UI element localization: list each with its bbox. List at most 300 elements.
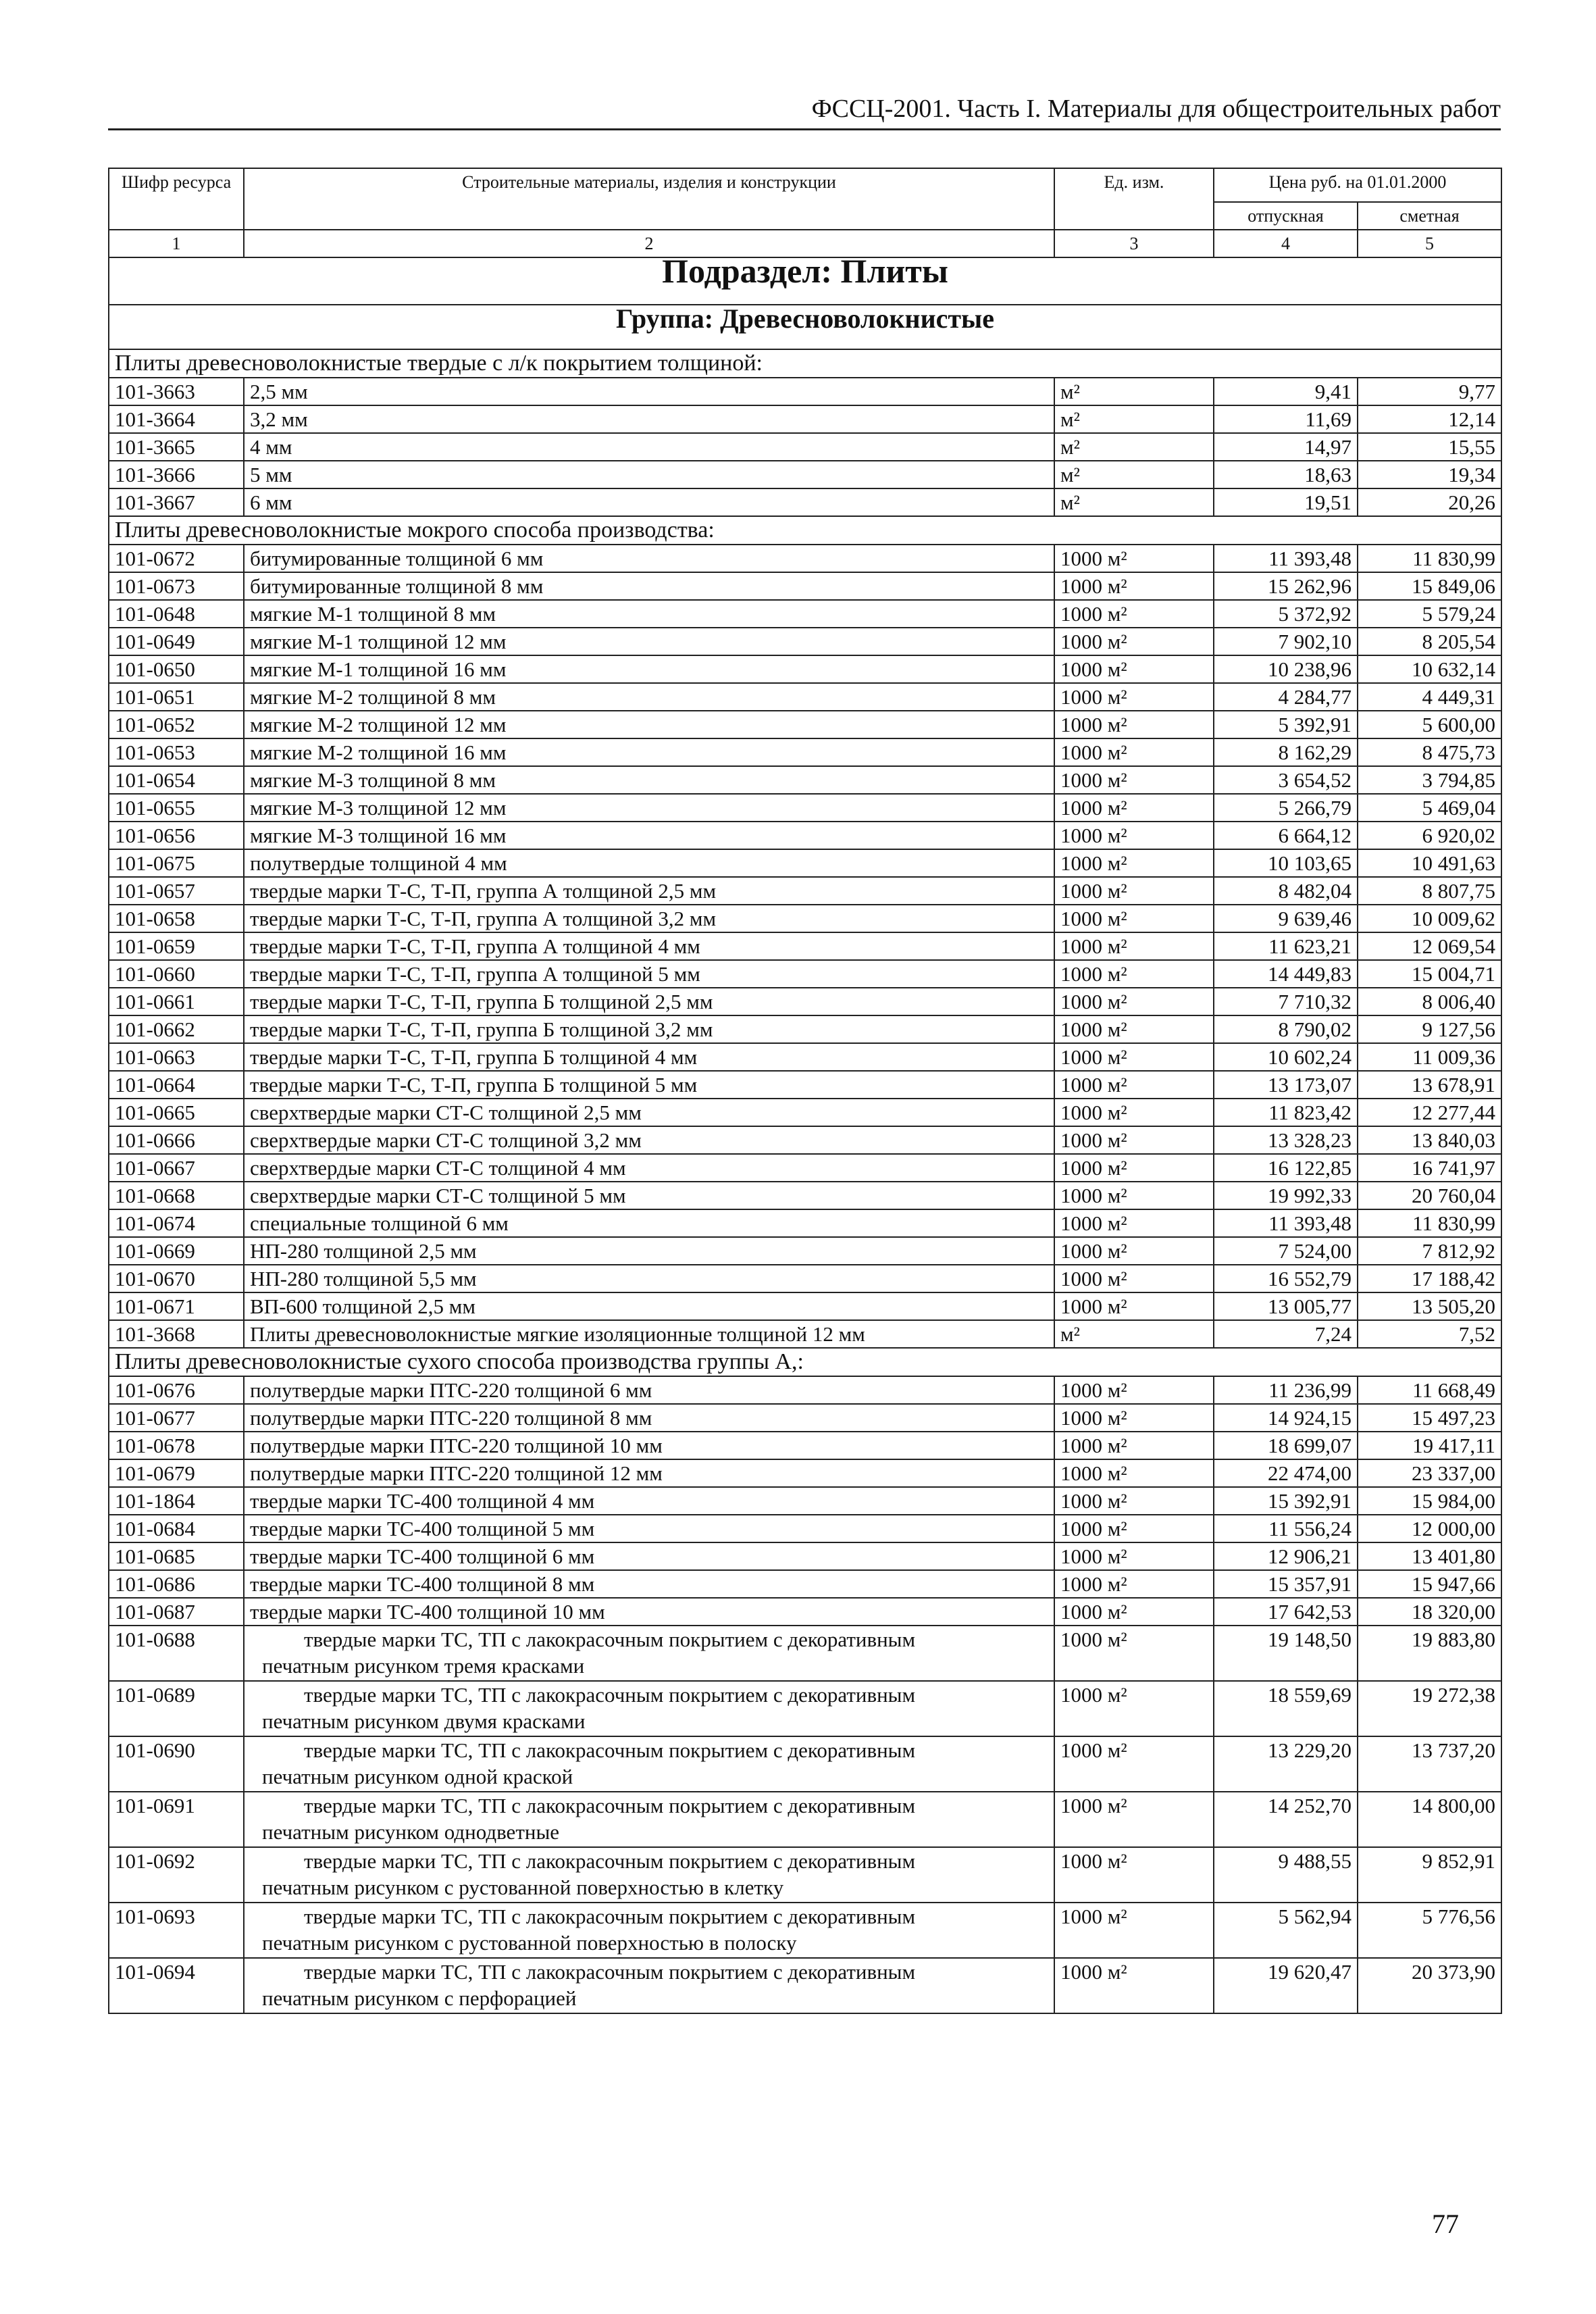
release-price: 16 552,79 bbox=[1214, 1265, 1358, 1292]
estimate-price: 17 188,42 bbox=[1358, 1265, 1501, 1292]
release-price: 14 924,15 bbox=[1214, 1404, 1358, 1432]
table-row bbox=[109, 1099, 1501, 1126]
material-name: мягкие М-1 толщиной 16 мм bbox=[244, 655, 1054, 683]
col-number: 4 bbox=[1214, 230, 1358, 257]
unit: 1000 м² bbox=[1054, 738, 1214, 766]
material-name: полутвердые марки ПТС-220 толщиной 8 мм bbox=[244, 1404, 1054, 1432]
table-row bbox=[109, 1182, 1501, 1209]
estimate-price: 20 760,04 bbox=[1358, 1182, 1501, 1209]
material-name-line: печатным рисунком двумя красками bbox=[262, 1709, 586, 1733]
table-row bbox=[109, 794, 1501, 822]
running-header: ФССЦ-2001. Часть I. Материалы для общестроительных работ bbox=[108, 89, 1501, 130]
unit: 1000 м² bbox=[1054, 1598, 1214, 1626]
unit: 1000 м² bbox=[1054, 1570, 1214, 1598]
unit: 1000 м² bbox=[1054, 1043, 1214, 1071]
table-row bbox=[109, 905, 1501, 932]
release-price: 19 620,47 bbox=[1214, 1958, 1358, 2013]
estimate-price: 13 678,91 bbox=[1358, 1071, 1501, 1099]
unit: 1000 м² bbox=[1054, 905, 1214, 932]
col-header-estimate: сметная bbox=[1358, 202, 1501, 230]
col-header-code: Шифр ресурса bbox=[109, 168, 244, 230]
table-row bbox=[109, 766, 1501, 794]
col-number: 3 bbox=[1054, 230, 1214, 257]
estimate-price: 13 505,20 bbox=[1358, 1292, 1501, 1320]
material-name: сверхтвердые марки СТ-С толщиной 3,2 мм bbox=[244, 1126, 1054, 1154]
column-number-row bbox=[109, 230, 1501, 257]
material-name: 4 мм bbox=[244, 433, 1054, 461]
material-name: сверхтвердые марки СТ-С толщиной 5 мм bbox=[244, 1182, 1054, 1209]
table-row bbox=[109, 461, 1501, 488]
resource-code: 101-0651 bbox=[109, 683, 244, 711]
table-row bbox=[109, 683, 1501, 711]
material-name: твердые марки ТС-400 толщиной 4 мм bbox=[244, 1487, 1054, 1515]
material-name: 3,2 мм bbox=[244, 405, 1054, 433]
col-header-name: Строительные материалы, изделия и конструкции bbox=[244, 168, 1054, 230]
material-name bbox=[244, 1626, 1054, 1681]
unit: 1000 м² bbox=[1054, 849, 1214, 877]
resource-code: 101-0667 bbox=[109, 1154, 244, 1182]
estimate-price: 6 920,02 bbox=[1358, 822, 1501, 849]
estimate-price: 9 127,56 bbox=[1358, 1015, 1501, 1043]
resource-code: 101-0679 bbox=[109, 1459, 244, 1487]
release-price: 8 162,29 bbox=[1214, 738, 1358, 766]
material-name-line: печатным рисунком однодветные bbox=[262, 1820, 560, 1844]
estimate-price: 14 800,00 bbox=[1358, 1792, 1501, 1847]
material-name bbox=[244, 1958, 1054, 2013]
material-name bbox=[244, 1736, 1054, 1792]
table-row bbox=[109, 1265, 1501, 1292]
release-price: 7 902,10 bbox=[1214, 628, 1358, 655]
material-name: мягкие М-3 толщиной 16 мм bbox=[244, 822, 1054, 849]
estimate-price: 8 205,54 bbox=[1358, 628, 1501, 655]
resource-code: 101-3665 bbox=[109, 433, 244, 461]
estimate-price: 11 009,36 bbox=[1358, 1043, 1501, 1071]
material-name: сверхтвердые марки СТ-С толщиной 2,5 мм bbox=[244, 1099, 1054, 1126]
table-row bbox=[109, 877, 1501, 905]
resource-code: 101-0656 bbox=[109, 822, 244, 849]
release-price: 15 357,91 bbox=[1214, 1570, 1358, 1598]
unit: 1000 м² bbox=[1054, 1432, 1214, 1459]
material-name: 2,5 мм bbox=[244, 378, 1054, 405]
resource-code: 101-0660 bbox=[109, 960, 244, 988]
table-row bbox=[109, 1487, 1501, 1515]
col-header-price: Цена руб. на 01.01.2000 bbox=[1214, 168, 1501, 202]
material-name: сверхтвердые марки СТ-С толщиной 4 мм bbox=[244, 1154, 1054, 1182]
material-name: полутвердые марки ПТС-220 толщиной 10 мм bbox=[244, 1432, 1054, 1459]
unit: 1000 м² bbox=[1054, 572, 1214, 600]
material-name: твердые марки ТС-400 толщиной 5 мм bbox=[244, 1515, 1054, 1542]
resource-code: 101-0668 bbox=[109, 1182, 244, 1209]
material-name-line: твердые марки ТС, ТП с лакокрасочным покрытием с декоративным bbox=[304, 1738, 916, 1762]
table-row bbox=[109, 1847, 1501, 1903]
table-row bbox=[109, 628, 1501, 655]
resource-code: 101-0650 bbox=[109, 655, 244, 683]
release-price: 10 238,96 bbox=[1214, 655, 1358, 683]
material-name: твердые марки Т-С, Т-П, группа Б толщиной 3,2 мм bbox=[244, 1015, 1054, 1043]
table-row bbox=[109, 572, 1501, 600]
unit: 1000 м² bbox=[1054, 1681, 1214, 1736]
unit: м² bbox=[1054, 378, 1214, 405]
table-row bbox=[109, 600, 1501, 628]
material-name: НП-280 толщиной 2,5 мм bbox=[244, 1237, 1054, 1265]
unit: 1000 м² bbox=[1054, 1404, 1214, 1432]
estimate-price: 9 852,91 bbox=[1358, 1847, 1501, 1903]
resource-code: 101-0662 bbox=[109, 1015, 244, 1043]
unit: 1000 м² bbox=[1054, 1903, 1214, 1958]
release-price: 12 906,21 bbox=[1214, 1542, 1358, 1570]
release-price: 19 992,33 bbox=[1214, 1182, 1358, 1209]
material-name: твердые марки ТС-400 толщиной 6 мм bbox=[244, 1542, 1054, 1570]
category-row bbox=[109, 349, 1501, 378]
material-name-line: печатным рисунком с рустованной поверхностью в полоску bbox=[262, 1931, 797, 1955]
release-price: 13 328,23 bbox=[1214, 1126, 1358, 1154]
table-row bbox=[109, 1015, 1501, 1043]
release-price: 9,41 bbox=[1214, 378, 1358, 405]
estimate-price: 15 947,66 bbox=[1358, 1570, 1501, 1598]
table-row bbox=[109, 655, 1501, 683]
table-row bbox=[109, 1126, 1501, 1154]
release-price: 14 449,83 bbox=[1214, 960, 1358, 988]
resource-code: 101-0669 bbox=[109, 1237, 244, 1265]
estimate-price: 13 737,20 bbox=[1358, 1736, 1501, 1792]
material-name-line: твердые марки ТС, ТП с лакокрасочным покрытием с декоративным bbox=[304, 1849, 916, 1873]
resource-code: 101-0693 bbox=[109, 1903, 244, 1958]
resource-code: 101-0690 bbox=[109, 1736, 244, 1792]
estimate-price: 10 491,63 bbox=[1358, 849, 1501, 877]
price-table bbox=[108, 168, 1502, 2014]
page-number: 77 bbox=[1432, 2209, 1459, 2239]
table-row bbox=[109, 988, 1501, 1015]
resource-code: 101-0692 bbox=[109, 1847, 244, 1903]
material-name: мягкие М-3 толщиной 12 мм bbox=[244, 794, 1054, 822]
table-row bbox=[109, 932, 1501, 960]
col-number: 1 bbox=[109, 230, 244, 257]
release-price: 16 122,85 bbox=[1214, 1154, 1358, 1182]
estimate-price: 20 373,90 bbox=[1358, 1958, 1501, 2013]
resource-code: 101-3667 bbox=[109, 488, 244, 516]
unit: 1000 м² bbox=[1054, 1071, 1214, 1099]
material-name: мягкие М-1 толщиной 8 мм bbox=[244, 600, 1054, 628]
resource-code: 101-0670 bbox=[109, 1265, 244, 1292]
estimate-price: 5 776,56 bbox=[1358, 1903, 1501, 1958]
release-price: 5 372,92 bbox=[1214, 600, 1358, 628]
resource-code: 101-0673 bbox=[109, 572, 244, 600]
unit: 1000 м² bbox=[1054, 1792, 1214, 1847]
resource-code: 101-0675 bbox=[109, 849, 244, 877]
col-header-unit: Ед. изм. bbox=[1054, 168, 1214, 230]
estimate-price: 10 632,14 bbox=[1358, 655, 1501, 683]
release-price: 15 262,96 bbox=[1214, 572, 1358, 600]
table-row bbox=[109, 488, 1501, 516]
table-row bbox=[109, 1542, 1501, 1570]
estimate-price: 5 579,24 bbox=[1358, 600, 1501, 628]
release-price: 7 524,00 bbox=[1214, 1237, 1358, 1265]
resource-code: 101-0687 bbox=[109, 1598, 244, 1626]
estimate-price: 11 668,49 bbox=[1358, 1376, 1501, 1404]
table-row bbox=[109, 1570, 1501, 1598]
resource-code: 101-3666 bbox=[109, 461, 244, 488]
material-name bbox=[244, 1681, 1054, 1736]
table-row bbox=[109, 545, 1501, 572]
unit: 1000 м² bbox=[1054, 1376, 1214, 1404]
release-price: 11 393,48 bbox=[1214, 545, 1358, 572]
unit: 1000 м² bbox=[1054, 794, 1214, 822]
unit: 1000 м² bbox=[1054, 1292, 1214, 1320]
release-price: 17 642,53 bbox=[1214, 1598, 1358, 1626]
material-name: полутвердые марки ПТС-220 толщиной 12 мм bbox=[244, 1459, 1054, 1487]
resource-code: 101-0652 bbox=[109, 711, 244, 738]
table-row bbox=[109, 1237, 1501, 1265]
unit: 1000 м² bbox=[1054, 683, 1214, 711]
table-row bbox=[109, 822, 1501, 849]
table-row bbox=[109, 1626, 1501, 1681]
unit: 1000 м² bbox=[1054, 1015, 1214, 1043]
resource-code: 101-0664 bbox=[109, 1071, 244, 1099]
table-row bbox=[109, 1958, 1501, 2013]
table-row bbox=[109, 1154, 1501, 1182]
release-price: 7,24 bbox=[1214, 1320, 1358, 1348]
release-price: 4 284,77 bbox=[1214, 683, 1358, 711]
estimate-price: 13 401,80 bbox=[1358, 1542, 1501, 1570]
table-row bbox=[109, 1432, 1501, 1459]
release-price: 10 103,65 bbox=[1214, 849, 1358, 877]
material-name-line: твердые марки ТС, ТП с лакокрасочным покрытием с декоративным bbox=[304, 1683, 916, 1707]
material-name bbox=[244, 1792, 1054, 1847]
table-row bbox=[109, 960, 1501, 988]
resource-code: 101-0694 bbox=[109, 1958, 244, 2013]
resource-code: 101-0649 bbox=[109, 628, 244, 655]
estimate-price: 12,14 bbox=[1358, 405, 1501, 433]
estimate-price: 15 849,06 bbox=[1358, 572, 1501, 600]
table-row bbox=[109, 405, 1501, 433]
material-name: мягкие М-1 толщиной 12 мм bbox=[244, 628, 1054, 655]
release-price: 10 602,24 bbox=[1214, 1043, 1358, 1071]
estimate-price: 15 497,23 bbox=[1358, 1404, 1501, 1432]
resource-code: 101-0665 bbox=[109, 1099, 244, 1126]
resource-code: 101-0684 bbox=[109, 1515, 244, 1542]
release-price: 9 639,46 bbox=[1214, 905, 1358, 932]
table-row bbox=[109, 849, 1501, 877]
estimate-price: 10 009,62 bbox=[1358, 905, 1501, 932]
table-row bbox=[109, 1792, 1501, 1847]
estimate-price: 15 004,71 bbox=[1358, 960, 1501, 988]
release-price: 9 488,55 bbox=[1214, 1847, 1358, 1903]
material-name: полутвердые толщиной 4 мм bbox=[244, 849, 1054, 877]
resource-code: 101-0688 bbox=[109, 1626, 244, 1681]
unit: 1000 м² bbox=[1054, 1126, 1214, 1154]
table-row bbox=[109, 1043, 1501, 1071]
resource-code: 101-0685 bbox=[109, 1542, 244, 1570]
unit: м² bbox=[1054, 488, 1214, 516]
group-row bbox=[109, 305, 1501, 349]
estimate-price: 12 277,44 bbox=[1358, 1099, 1501, 1126]
resource-code: 101-3668 bbox=[109, 1320, 244, 1348]
release-price: 22 474,00 bbox=[1214, 1459, 1358, 1487]
resource-code: 101-0661 bbox=[109, 988, 244, 1015]
material-name: твердые марки Т-С, Т-П, группа Б толщиной 5 мм bbox=[244, 1071, 1054, 1099]
category-row bbox=[109, 1348, 1501, 1376]
unit: 1000 м² bbox=[1054, 960, 1214, 988]
resource-code: 101-0678 bbox=[109, 1432, 244, 1459]
resource-code: 101-0676 bbox=[109, 1376, 244, 1404]
unit: 1000 м² bbox=[1054, 1209, 1214, 1237]
resource-code: 101-0653 bbox=[109, 738, 244, 766]
col-header-release: отпускная bbox=[1214, 202, 1358, 230]
estimate-price: 5 600,00 bbox=[1358, 711, 1501, 738]
estimate-price: 5 469,04 bbox=[1358, 794, 1501, 822]
material-name-line: твердые марки ТС, ТП с лакокрасочным покрытием с декоративным bbox=[304, 1794, 916, 1817]
estimate-price: 9,77 bbox=[1358, 378, 1501, 405]
release-price: 13 005,77 bbox=[1214, 1292, 1358, 1320]
unit: 1000 м² bbox=[1054, 822, 1214, 849]
resource-code: 101-3664 bbox=[109, 405, 244, 433]
resource-code: 101-0658 bbox=[109, 905, 244, 932]
resource-code: 101-0671 bbox=[109, 1292, 244, 1320]
release-price: 5 562,94 bbox=[1214, 1903, 1358, 1958]
material-name-line: печатным рисунком тремя красками bbox=[262, 1654, 585, 1678]
estimate-price: 15,55 bbox=[1358, 433, 1501, 461]
estimate-price: 11 830,99 bbox=[1358, 1209, 1501, 1237]
material-name: битумированные толщиной 8 мм bbox=[244, 572, 1054, 600]
col-number: 5 bbox=[1358, 230, 1501, 257]
resource-code: 101-0666 bbox=[109, 1126, 244, 1154]
estimate-price: 11 830,99 bbox=[1358, 545, 1501, 572]
resource-code: 101-0674 bbox=[109, 1209, 244, 1237]
table-row bbox=[109, 1376, 1501, 1404]
unit: 1000 м² bbox=[1054, 1459, 1214, 1487]
estimate-price: 16 741,97 bbox=[1358, 1154, 1501, 1182]
release-price: 11 236,99 bbox=[1214, 1376, 1358, 1404]
material-name bbox=[244, 1847, 1054, 1903]
release-price: 13 229,20 bbox=[1214, 1736, 1358, 1792]
estimate-price: 23 337,00 bbox=[1358, 1459, 1501, 1487]
estimate-price: 15 984,00 bbox=[1358, 1487, 1501, 1515]
release-price: 19,51 bbox=[1214, 488, 1358, 516]
estimate-price: 7 812,92 bbox=[1358, 1237, 1501, 1265]
release-price: 15 392,91 bbox=[1214, 1487, 1358, 1515]
material-name: твердые марки Т-С, Т-П, группа Б толщиной 2,5 мм bbox=[244, 988, 1054, 1015]
release-price: 18,63 bbox=[1214, 461, 1358, 488]
material-name: полутвердые марки ПТС-220 толщиной 6 мм bbox=[244, 1376, 1054, 1404]
table-row bbox=[109, 433, 1501, 461]
unit: 1000 м² bbox=[1054, 766, 1214, 794]
unit: 1000 м² bbox=[1054, 545, 1214, 572]
release-price: 11,69 bbox=[1214, 405, 1358, 433]
unit: 1000 м² bbox=[1054, 1099, 1214, 1126]
unit: м² bbox=[1054, 405, 1214, 433]
release-price: 8 482,04 bbox=[1214, 877, 1358, 905]
unit: 1000 м² bbox=[1054, 877, 1214, 905]
material-name-line: твердые марки ТС, ТП с лакокрасочным покрытием с декоративным bbox=[304, 1960, 916, 1984]
category-title: Плиты древесноволокнистые мокрого способа производства: bbox=[109, 516, 1501, 545]
material-name: мягкие М-3 толщиной 8 мм bbox=[244, 766, 1054, 794]
table-row bbox=[109, 1515, 1501, 1542]
resource-code: 101-0657 bbox=[109, 877, 244, 905]
material-name: твердые марки ТС-400 толщиной 10 мм bbox=[244, 1598, 1054, 1626]
unit: м² bbox=[1054, 461, 1214, 488]
unit: 1000 м² bbox=[1054, 1237, 1214, 1265]
table-row bbox=[109, 378, 1501, 405]
resource-code: 101-1864 bbox=[109, 1487, 244, 1515]
material-name: битумированные толщиной 6 мм bbox=[244, 545, 1054, 572]
resource-code: 101-0686 bbox=[109, 1570, 244, 1598]
table-row bbox=[109, 1598, 1501, 1626]
resource-code: 101-0689 bbox=[109, 1681, 244, 1736]
table-row bbox=[109, 1459, 1501, 1487]
material-name: мягкие М-2 толщиной 8 мм bbox=[244, 683, 1054, 711]
material-name: твердые марки Т-С, Т-П, группа Б толщиной 4 мм bbox=[244, 1043, 1054, 1071]
estimate-price: 4 449,31 bbox=[1358, 683, 1501, 711]
release-price: 19 148,50 bbox=[1214, 1626, 1358, 1681]
release-price: 5 266,79 bbox=[1214, 794, 1358, 822]
release-price: 14,97 bbox=[1214, 433, 1358, 461]
unit: 1000 м² bbox=[1054, 1515, 1214, 1542]
subsection-title: Подраздел: Плиты bbox=[109, 257, 1501, 305]
estimate-price: 7,52 bbox=[1358, 1320, 1501, 1348]
unit: 1000 м² bbox=[1054, 1487, 1214, 1515]
material-name-line: печатным рисунком с рустованной поверхностью в клетку bbox=[262, 1876, 784, 1899]
estimate-price: 19 417,11 bbox=[1358, 1432, 1501, 1459]
material-name-line: печатным рисунком одной краской bbox=[262, 1765, 573, 1788]
resource-code: 101-0655 bbox=[109, 794, 244, 822]
unit: 1000 м² bbox=[1054, 1182, 1214, 1209]
resource-code: 101-0672 bbox=[109, 545, 244, 572]
estimate-price: 19,34 bbox=[1358, 461, 1501, 488]
unit: 1000 м² bbox=[1054, 1958, 1214, 2013]
estimate-price: 8 475,73 bbox=[1358, 738, 1501, 766]
table-row bbox=[109, 738, 1501, 766]
material-name: твердые марки Т-С, Т-П, группа А толщиной 5 мм bbox=[244, 960, 1054, 988]
estimate-price: 18 320,00 bbox=[1358, 1598, 1501, 1626]
unit: м² bbox=[1054, 433, 1214, 461]
unit: 1000 м² bbox=[1054, 628, 1214, 655]
category-row bbox=[109, 516, 1501, 545]
estimate-price: 3 794,85 bbox=[1358, 766, 1501, 794]
estimate-price: 8 807,75 bbox=[1358, 877, 1501, 905]
resource-code: 101-3663 bbox=[109, 378, 244, 405]
resource-code: 101-0648 bbox=[109, 600, 244, 628]
material-name-line: твердые марки ТС, ТП с лакокрасочным покрытием с декоративным bbox=[304, 1628, 916, 1651]
unit: 1000 м² bbox=[1054, 655, 1214, 683]
material-name-line: твердые марки ТС, ТП с лакокрасочным покрытием с декоративным bbox=[304, 1905, 916, 1928]
release-price: 5 392,91 bbox=[1214, 711, 1358, 738]
resource-code: 101-0691 bbox=[109, 1792, 244, 1847]
header-row bbox=[109, 168, 1501, 202]
estimate-price: 19 272,38 bbox=[1358, 1681, 1501, 1736]
unit: 1000 м² bbox=[1054, 1154, 1214, 1182]
table-row bbox=[109, 1404, 1501, 1432]
unit: 1000 м² bbox=[1054, 600, 1214, 628]
resource-code: 101-0659 bbox=[109, 932, 244, 960]
release-price: 18 559,69 bbox=[1214, 1681, 1358, 1736]
unit: 1000 м² bbox=[1054, 1542, 1214, 1570]
release-price: 14 252,70 bbox=[1214, 1792, 1358, 1847]
group-title: Группа: Древесноволокнистые bbox=[109, 305, 1501, 349]
unit: 1000 м² bbox=[1054, 711, 1214, 738]
table-row bbox=[109, 1903, 1501, 1958]
col-number: 2 bbox=[244, 230, 1054, 257]
table-row bbox=[109, 1320, 1501, 1348]
resource-code: 101-0654 bbox=[109, 766, 244, 794]
unit: м² bbox=[1054, 1320, 1214, 1348]
release-price: 18 699,07 bbox=[1214, 1432, 1358, 1459]
table-row bbox=[109, 1292, 1501, 1320]
material-name bbox=[244, 1903, 1054, 1958]
table-row bbox=[109, 1209, 1501, 1237]
subsection-row bbox=[109, 257, 1501, 305]
table-row bbox=[109, 1736, 1501, 1792]
material-name: твердые марки ТС-400 толщиной 8 мм bbox=[244, 1570, 1054, 1598]
